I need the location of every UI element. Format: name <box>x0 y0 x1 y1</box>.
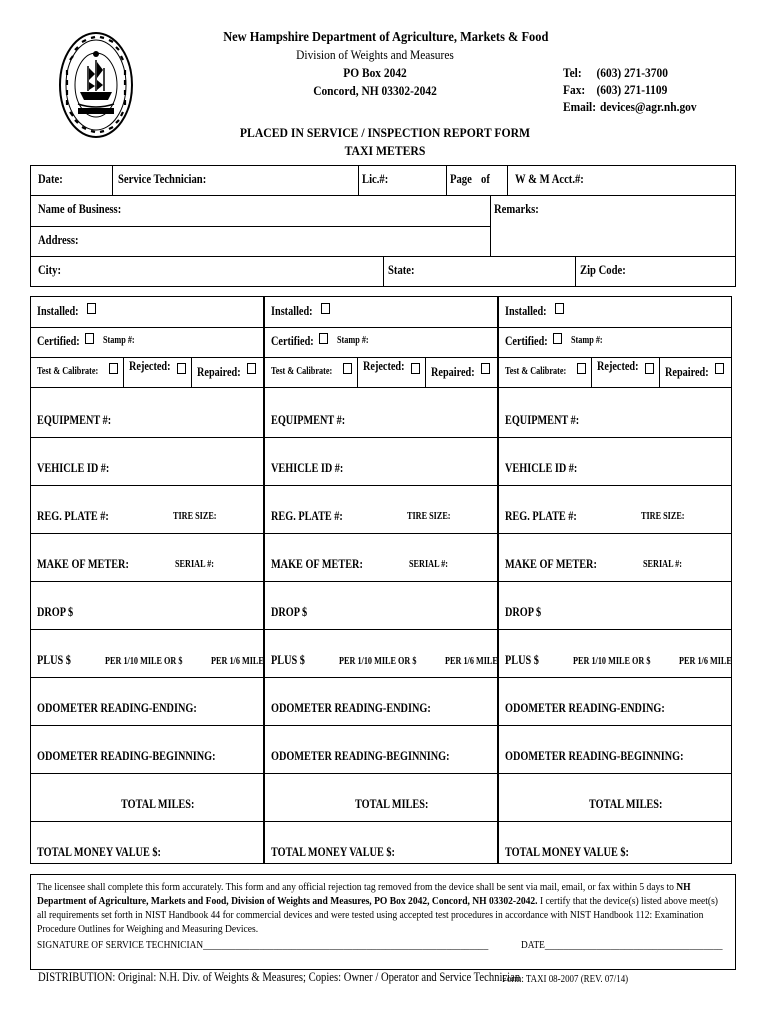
reg-plate-field[interactable]: REG. PLATE #: <box>37 509 109 523</box>
vehicle-id-field[interactable]: VEHICLE ID #: <box>37 461 110 475</box>
remarks-field[interactable]: Remarks: <box>494 202 539 216</box>
rejected-checkbox[interactable] <box>645 363 654 374</box>
certified-label: Certified: <box>37 334 80 348</box>
certified-checkbox[interactable] <box>85 333 94 344</box>
device-column-2 <box>264 296 498 864</box>
per-sixth-mile-label: PER 1/6 MILE <box>445 656 498 667</box>
total-money-field[interactable]: TOTAL MONEY VALUE $: <box>37 845 161 859</box>
wm-account-field[interactable]: W & M Acct.#: <box>515 172 584 186</box>
vehicle-id-field[interactable]: VEHICLE ID #: <box>505 461 578 475</box>
total-miles-field[interactable]: TOTAL MILES: <box>355 797 429 811</box>
form-title <box>210 124 560 160</box>
device-column-1 <box>30 296 264 864</box>
serial-number-field[interactable]: SERIAL #: <box>175 559 214 570</box>
serial-number-field[interactable]: SERIAL #: <box>409 559 448 570</box>
per-sixth-mile-label: PER 1/6 MILE <box>211 656 264 667</box>
fax-label: Fax: <box>563 82 586 97</box>
installed-checkbox[interactable] <box>321 303 330 314</box>
per-tenth-mile-label: PER 1/10 MILE OR $ <box>105 656 183 667</box>
rejected-checkbox[interactable] <box>177 363 186 374</box>
certified-label: Certified: <box>505 334 548 348</box>
equipment-number-field[interactable]: EQUIPMENT #: <box>505 413 580 427</box>
certified-checkbox[interactable] <box>553 333 562 344</box>
address-field[interactable]: Address: <box>38 233 79 247</box>
test-calibrate-checkbox[interactable] <box>109 363 118 374</box>
state-seal-logo <box>58 30 134 140</box>
equipment-number-field[interactable]: EQUIPMENT #: <box>37 413 112 427</box>
per-sixth-mile-label: PER 1/6 MILE <box>679 656 732 667</box>
rejected-label: Rejected: <box>363 359 405 373</box>
certified-checkbox[interactable] <box>319 333 328 344</box>
tel-value: (603) 271-3700 <box>596 65 668 80</box>
drop-amount-field[interactable]: DROP $ <box>37 605 74 619</box>
repaired-checkbox[interactable] <box>715 363 724 374</box>
division-name: Division of Weights and Measures <box>296 47 454 62</box>
stamp-number-field[interactable]: Stamp #: <box>103 335 135 346</box>
odometer-beginning-field[interactable]: ODOMETER READING-BEGINNING: <box>505 749 684 763</box>
agency-header <box>210 28 549 100</box>
make-of-meter-field[interactable]: MAKE OF METER: <box>271 557 363 571</box>
city-line: Concord, NH 03302-2042 <box>313 83 437 98</box>
business-name-field[interactable]: Name of Business: <box>38 202 122 216</box>
tire-size-field[interactable]: TIRE SIZE: <box>173 511 217 522</box>
drop-amount-field[interactable]: DROP $ <box>505 605 542 619</box>
form-title-line1: PLACED IN SERVICE / INSPECTION REPORT FORM <box>239 125 531 140</box>
reg-plate-field[interactable]: REG. PLATE #: <box>271 509 343 523</box>
vehicle-id-field[interactable]: VEHICLE ID #: <box>271 461 344 475</box>
odometer-beginning-field[interactable]: ODOMETER READING-BEGINNING: <box>271 749 450 763</box>
contact-block <box>563 64 715 115</box>
po-box: PO Box 2042 <box>343 65 407 80</box>
make-of-meter-field[interactable]: MAKE OF METER: <box>37 557 129 571</box>
certification-box <box>30 874 736 970</box>
city-field[interactable]: City: <box>38 263 62 277</box>
make-of-meter-field[interactable]: MAKE OF METER: <box>505 557 597 571</box>
test-calibrate-label: Test & Calibrate: <box>37 366 99 377</box>
service-technician-field[interactable]: Service Technician: <box>118 172 207 186</box>
per-tenth-mile-label: PER 1/10 MILE OR $ <box>339 656 417 667</box>
date-field[interactable]: Date: <box>38 172 63 186</box>
page-of-field[interactable]: of <box>481 172 490 186</box>
odometer-beginning-field[interactable]: ODOMETER READING-BEGINNING: <box>37 749 216 763</box>
rejected-label: Rejected: <box>129 359 171 373</box>
test-calibrate-label: Test & Calibrate: <box>505 366 567 377</box>
zip-code-field[interactable]: Zip Code: <box>580 263 626 277</box>
repaired-checkbox[interactable] <box>247 363 256 374</box>
stamp-number-field[interactable]: Stamp #: <box>571 335 603 346</box>
stamp-number-field[interactable]: Stamp #: <box>337 335 369 346</box>
state-field[interactable]: State: <box>388 263 415 277</box>
form-title-line2: TAXI METERS <box>344 143 426 158</box>
tire-size-field[interactable]: TIRE SIZE: <box>641 511 685 522</box>
installed-checkbox[interactable] <box>87 303 96 314</box>
odometer-ending-field[interactable]: ODOMETER READING-ENDING: <box>271 701 431 715</box>
repaired-label: Repaired: <box>665 365 709 379</box>
equipment-number-field[interactable]: EQUIPMENT #: <box>271 413 346 427</box>
page-field[interactable]: Page <box>450 172 472 186</box>
total-miles-field[interactable]: TOTAL MILES: <box>589 797 663 811</box>
total-money-field[interactable]: TOTAL MONEY VALUE $: <box>505 845 629 859</box>
email-value: devices@agr.nh.gov <box>599 99 697 114</box>
device-column-3 <box>498 296 732 864</box>
distribution-note: DISTRIBUTION: Original: N.H. Div. of Weights & Measures; Copies: Owner / Operator and Service Technician <box>38 970 521 984</box>
repaired-label: Repaired: <box>197 365 241 379</box>
signature-field[interactable]: SIGNATURE OF SERVICE TECHNICIAN_____________________________________________________________ <box>37 939 489 951</box>
repaired-checkbox[interactable] <box>481 363 490 374</box>
license-field[interactable]: Lic.#: <box>362 172 389 186</box>
plus-amount-field[interactable]: PLUS $ <box>271 653 305 667</box>
installed-label: Installed: <box>271 304 313 318</box>
odometer-ending-field[interactable]: ODOMETER READING-ENDING: <box>37 701 197 715</box>
total-money-field[interactable]: TOTAL MONEY VALUE $: <box>271 845 395 859</box>
odometer-ending-field[interactable]: ODOMETER READING-ENDING: <box>505 701 665 715</box>
tel-label: Tel: <box>563 65 582 80</box>
signature-date-field[interactable]: DATE______________________________________ <box>521 939 723 951</box>
form-number: Form: TAXI 08-2007 (REV. 07/14) <box>502 974 629 985</box>
total-miles-field[interactable]: TOTAL MILES: <box>121 797 195 811</box>
plus-amount-field[interactable]: PLUS $ <box>505 653 539 667</box>
test-calibrate-checkbox[interactable] <box>577 363 586 374</box>
plus-amount-field[interactable]: PLUS $ <box>37 653 71 667</box>
rejected-checkbox[interactable] <box>411 363 420 374</box>
serial-number-field[interactable]: SERIAL #: <box>643 559 682 570</box>
drop-amount-field[interactable]: DROP $ <box>271 605 308 619</box>
fax-value: (603) 271-1109 <box>596 82 668 97</box>
test-calibrate-label: Test & Calibrate: <box>271 366 333 377</box>
installed-label: Installed: <box>505 304 547 318</box>
test-calibrate-checkbox[interactable] <box>343 363 352 374</box>
agency-name: New Hampshire Department of Agriculture, Markets & Food <box>223 29 549 44</box>
installed-label: Installed: <box>37 304 79 318</box>
rejected-label: Rejected: <box>597 359 639 373</box>
certification-text: The licensee shall complete this form accurately. This form and any official rejection tag removed from the device shall be sent via mail, email, or fax within 5 days to NH Department of Agriculture, Markets and Food, Division of Weights and Measures, PO Box 2042, Concord, NH 03302-2042. I certify that the device(s) listed above meet(s) all requirements set forth in NIST Handbook 44 for commercial devices and were tested using accepted test procedures in accordance with NIST Handbook 112: Examination Procedure Outlines for Weighing and Measuring Devices. <box>37 882 718 935</box>
per-tenth-mile-label: PER 1/10 MILE OR $ <box>573 656 651 667</box>
tire-size-field[interactable]: TIRE SIZE: <box>407 511 451 522</box>
repaired-label: Repaired: <box>431 365 475 379</box>
reg-plate-field[interactable]: REG. PLATE #: <box>505 509 577 523</box>
email-label: Email: <box>563 99 597 114</box>
certified-label: Certified: <box>271 334 314 348</box>
installed-checkbox[interactable] <box>555 303 564 314</box>
